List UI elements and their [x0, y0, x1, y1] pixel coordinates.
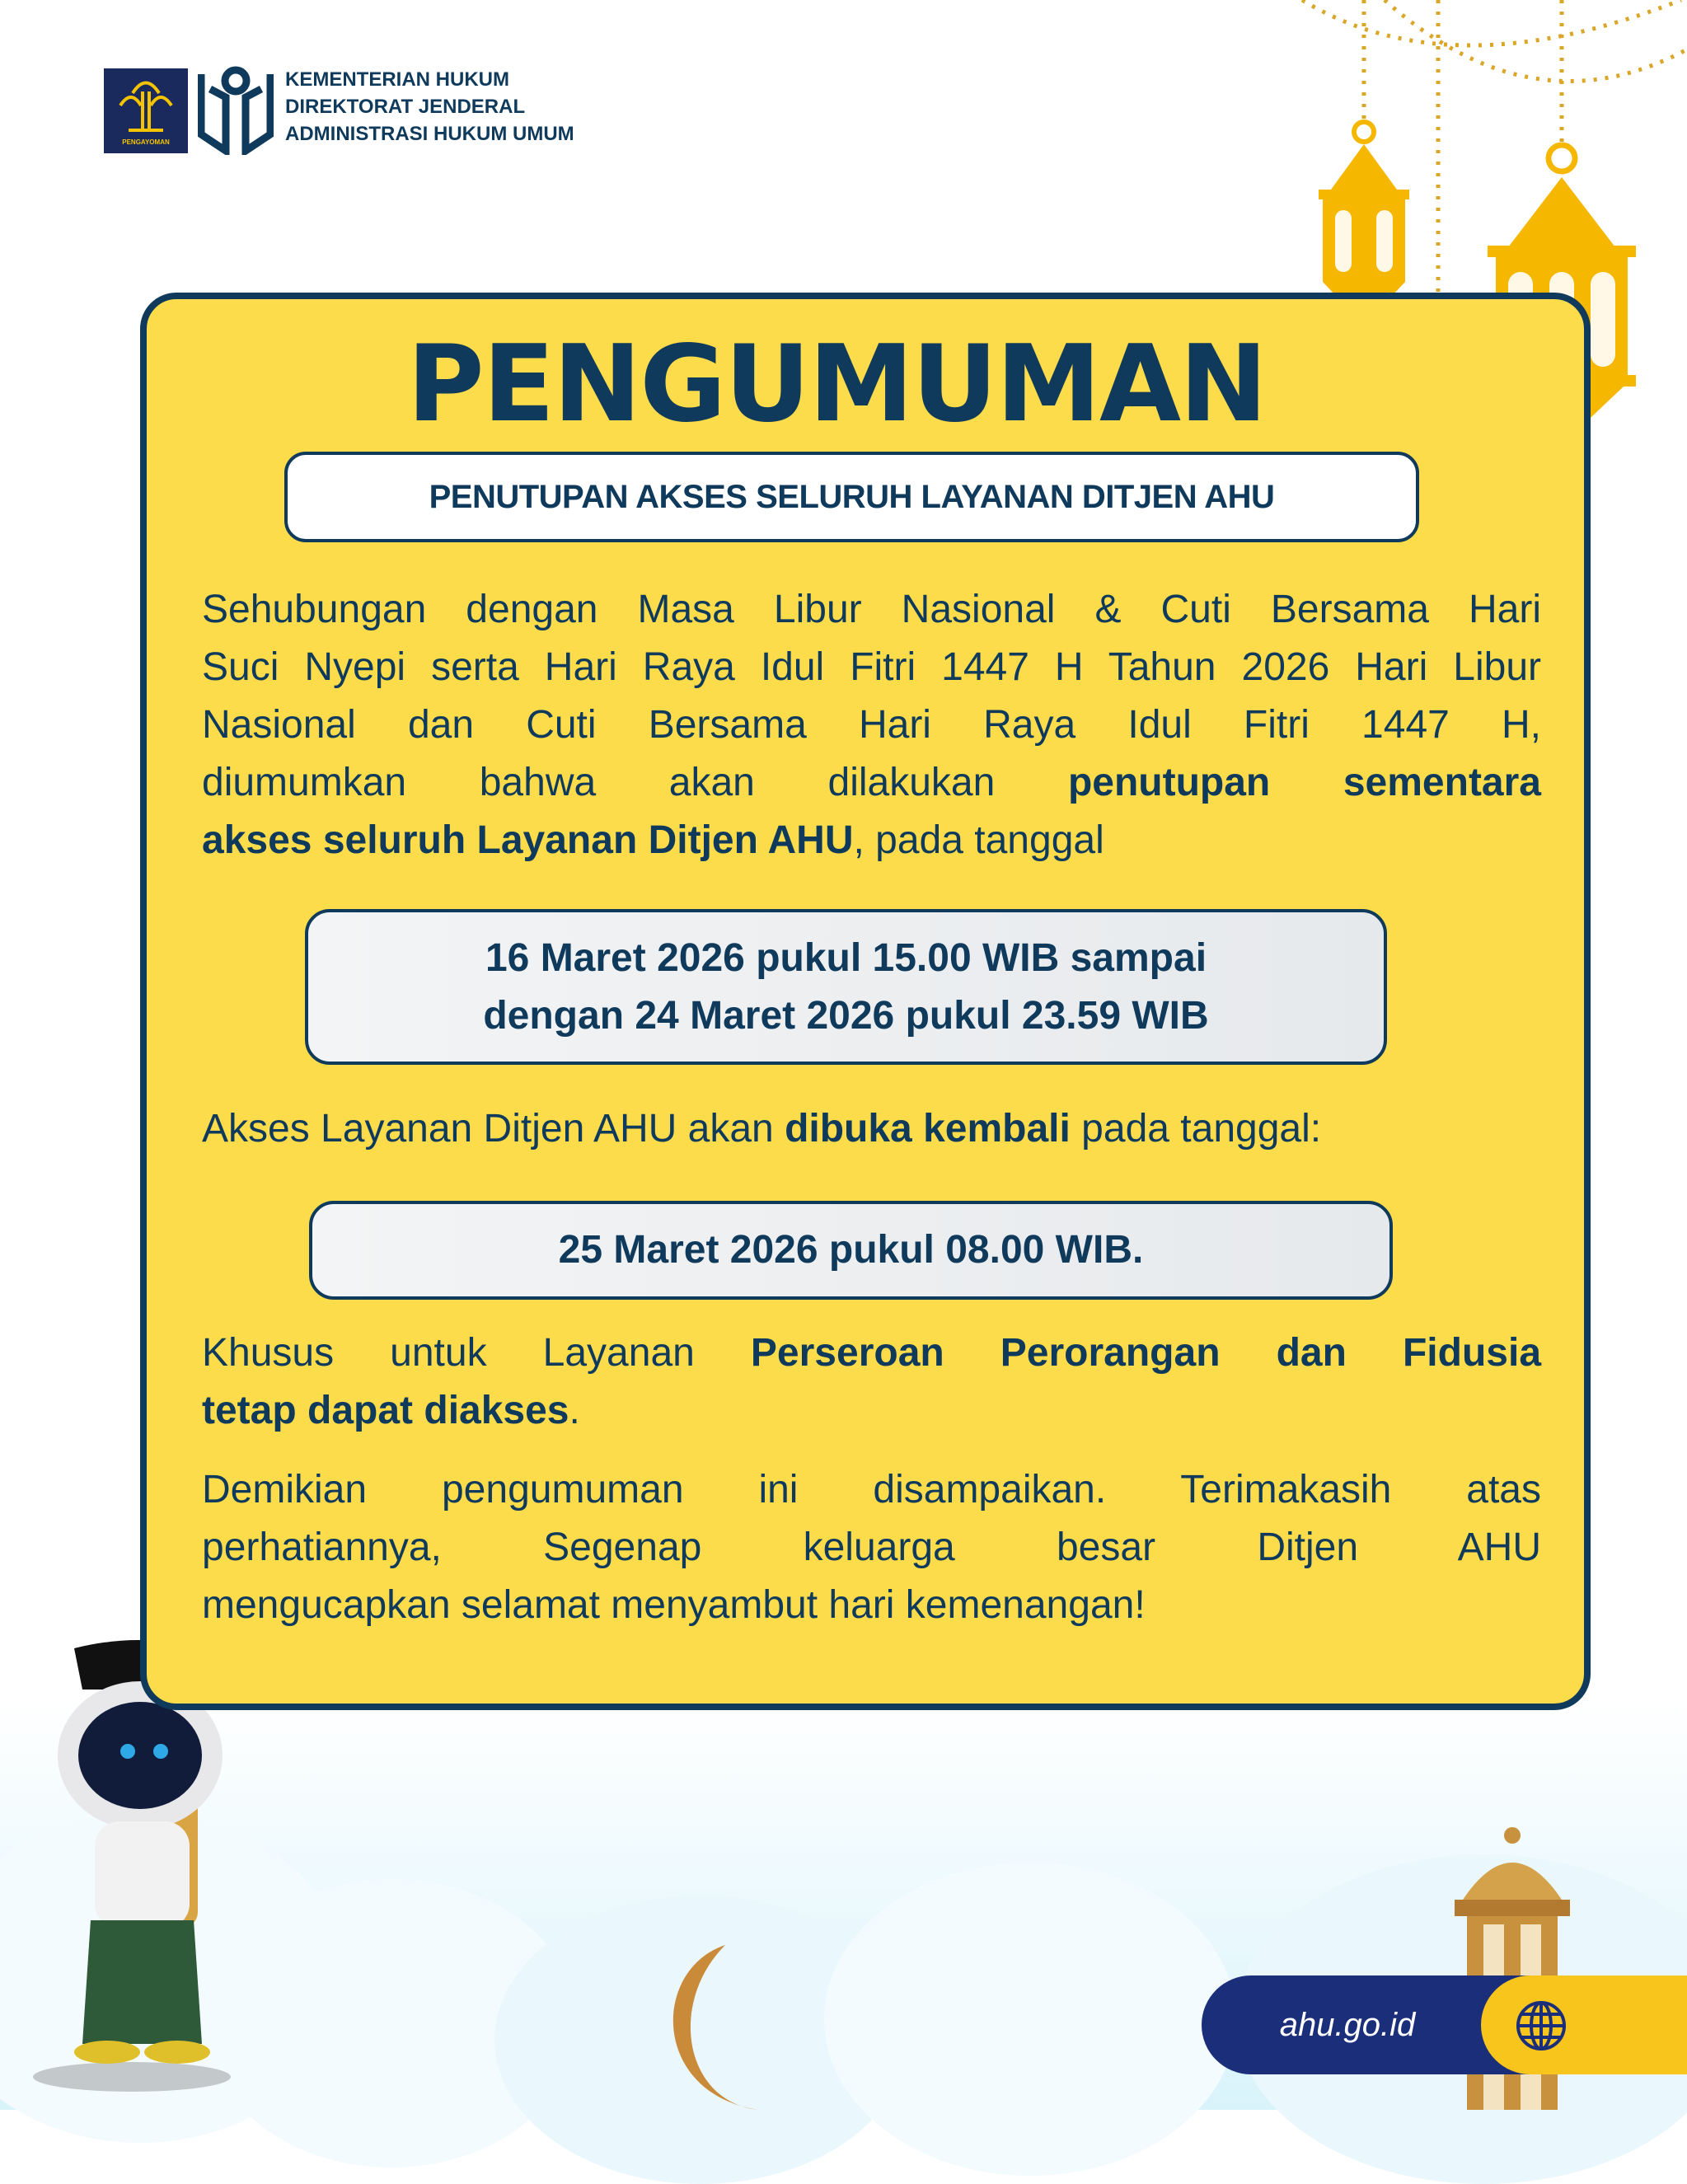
text: Suci Nyepi serta Hari Raya Idul Fitri 1447 H Tahun 2026 Hari Libur — [202, 645, 1541, 689]
text-line: perhatiannya, Segenap keluarga besar Ditjen AHU — [202, 1526, 1541, 1569]
text: . — [569, 1389, 580, 1432]
reopen-paragraph — [202, 1100, 1541, 1158]
text: , pada tanggal — [853, 818, 1104, 862]
org-line: DIREKTORAT JENDERAL — [285, 96, 526, 118]
text: Nasional dan Cuti Bersama Hari Raya Idul Fitri 1447 H, — [202, 703, 1541, 747]
crescent-moon-icon — [635, 1937, 799, 2110]
closure-period-line: 16 Maret 2026 pukul 15.00 WIB sampai — [485, 935, 1207, 980]
text: pada tanggal: — [1070, 1107, 1322, 1151]
pengayoman-emblem-logo — [104, 68, 188, 153]
emphasis-text: Perseroan Perorangan dan Fidusia — [750, 1331, 1542, 1375]
text-line: Demikian pengumuman ini disampaikan. Terimakasih atas — [202, 1468, 1541, 1511]
emphasis-text: penutupan sementara — [1067, 761, 1541, 804]
reopen-date: 25 Maret 2026 pukul 08.00 WIB. — [558, 1228, 1144, 1272]
announcement-subtitle: PENUTUPAN AKSES SELURUH LAYANAN DITJEN AHU — [284, 452, 1419, 542]
tree-emblem-icon — [104, 68, 188, 134]
text-line — [202, 754, 1541, 812]
text: Khusus untuk Layanan — [202, 1331, 751, 1375]
organization-name — [285, 66, 574, 148]
text: Sehubungan dengan Masa Libur Nasional & Cuti Bersama Hari — [202, 588, 1541, 631]
text: Akses Layanan Ditjen AHU akan — [202, 1107, 785, 1151]
emphasis-text: dibuka kembali — [785, 1107, 1071, 1151]
org-line: ADMINISTRASI HUKUM UMUM — [285, 123, 574, 145]
globe-icon — [1515, 1999, 1568, 2052]
reopen-date-box — [309, 1201, 1393, 1300]
org-line: KEMENTERIAN HUKUM — [285, 68, 509, 91]
ahu-logo — [198, 64, 274, 155]
text: diumumkan bahwa akan dilakukan — [202, 761, 1068, 804]
cloud — [824, 1863, 1236, 2176]
emphasis-text: tetap dapat diakses — [202, 1389, 569, 1432]
website-link[interactable]: ahu.go.id — [1279, 2007, 1416, 2043]
closure-period-line: dengan 24 Maret 2026 pukul 23.59 WIB — [483, 993, 1209, 1038]
text-line: mengucapkan selamat menyambut hari kemenangan! — [202, 1583, 1146, 1627]
text-line — [202, 812, 1541, 869]
text-line — [202, 696, 1541, 754]
intro-paragraph — [202, 581, 1541, 869]
closing-paragraph — [202, 1461, 1541, 1634]
text-line — [202, 1100, 1541, 1158]
text-line — [202, 1324, 1541, 1382]
announcement-title: PENGUMUMAN — [406, 323, 1267, 446]
text-line — [202, 639, 1541, 696]
website-icon-background — [1481, 1975, 1687, 2074]
emblem-label: PENGAYOMAN — [122, 138, 170, 146]
closure-period-box — [305, 909, 1387, 1065]
text-line — [202, 1382, 1541, 1440]
text-line — [202, 581, 1541, 639]
emphasis-text: akses seluruh Layanan Ditjen AHU — [202, 818, 854, 862]
exception-paragraph — [202, 1324, 1541, 1440]
